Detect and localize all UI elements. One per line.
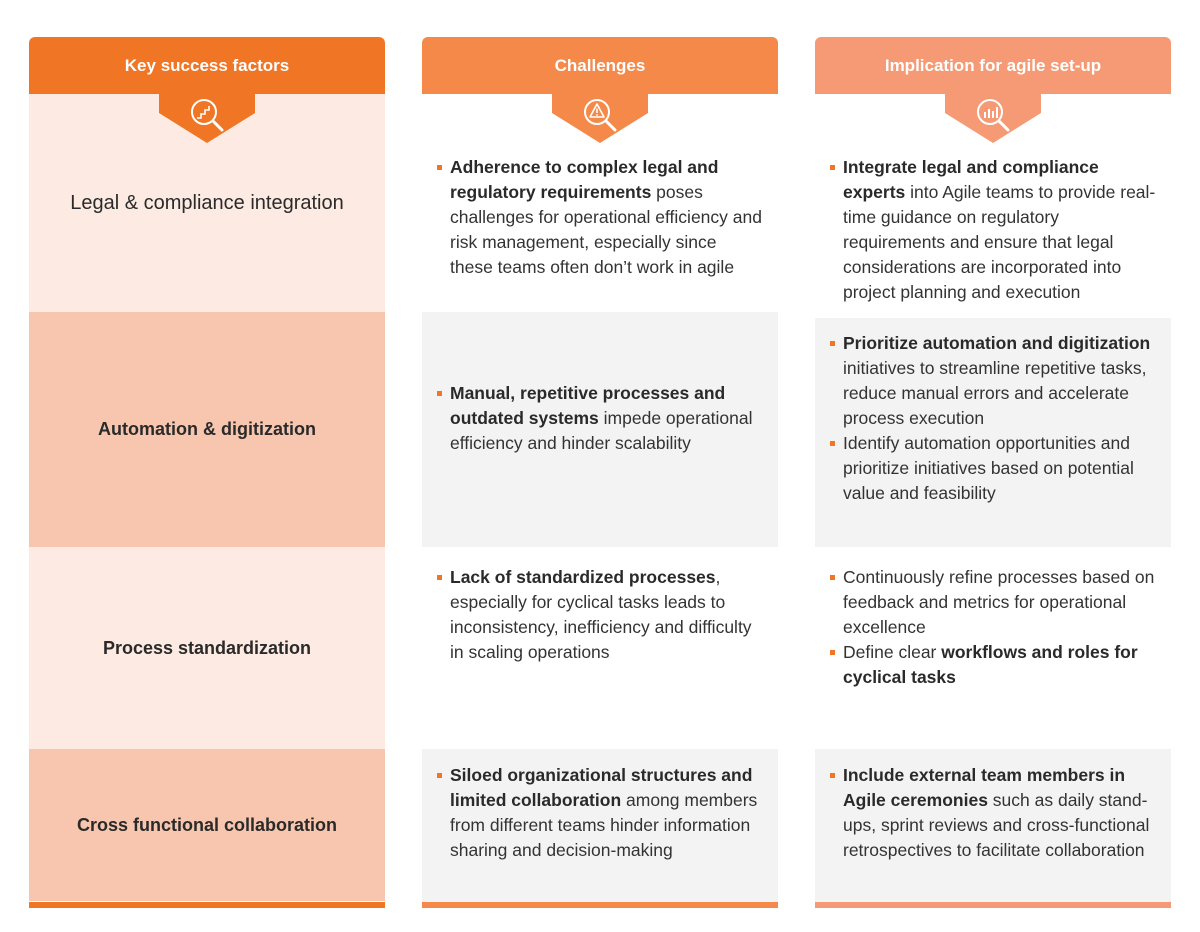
factor-process — [29, 547, 385, 749]
list-item: Define clear workflows and roles for cyclical tasks — [829, 640, 1157, 690]
list-item: Prioritize automation and digitization initiatives to streamline repetitive tasks, reduce manual errors and accelerate process execution — [829, 331, 1157, 431]
magnifier-stairs-icon — [186, 95, 228, 137]
challenge-cell — [422, 749, 778, 902]
magnifier-warning-icon — [579, 95, 621, 137]
list-item: Adherence to complex legal and regulatory requirements poses challenges for operational efficiency and risk management, especially since these teams often don’t work in agile — [436, 155, 764, 280]
header-tab — [159, 93, 255, 143]
list-item: Manual, repetitive processes and outdated systems impede operational efficiency and hinder scalability — [436, 381, 764, 456]
implication-cell — [815, 155, 1171, 305]
header-tab — [945, 93, 1041, 143]
column-header: Challenges — [422, 37, 778, 94]
implication-cell — [815, 565, 1171, 690]
factor-collaboration — [29, 749, 385, 901]
header-tab — [552, 93, 648, 143]
implication-cell — [815, 318, 1171, 547]
bottom-bar — [815, 902, 1171, 908]
factor-automation — [29, 312, 385, 547]
bottom-bar — [29, 902, 385, 908]
column-implication — [815, 37, 1171, 94]
challenge-cell — [422, 312, 778, 547]
list-item: Continuously refine processes based on feedback and metrics for operational excellence — [829, 565, 1157, 640]
factor-label: Legal & compliance integration — [70, 191, 344, 214]
challenge-cell — [422, 155, 778, 280]
factor-label: Cross functional collaboration — [76, 814, 338, 835]
factor-label: Automation & digitization — [98, 419, 316, 439]
list-item: Lack of standardized processes, especially for cyclical tasks leads to inconsistency, inefficiency and difficulty in scaling operations — [436, 565, 764, 665]
list-item: Integrate legal and compliance experts into Agile teams to provide real-time guidance on regulatory requirements and ensure that legal considerations are incorporated into project planning and execution — [829, 155, 1157, 305]
column-header: Key success factors — [29, 37, 385, 94]
list-item: Include external team members in Agile ceremonies such as daily stand-ups, sprint reviews and cross-functional retrospectives to facilitate collaboration — [829, 763, 1157, 863]
implication-cell — [815, 749, 1171, 902]
list-item: Siloed organizational structures and limited collaboration among members from different teams hinder information sharing and decision-making — [436, 763, 764, 863]
bottom-bar — [422, 902, 778, 908]
column-challenges — [422, 37, 778, 94]
challenge-cell — [422, 565, 778, 665]
column-header: Implication for agile set-up — [815, 37, 1171, 94]
column-key-success-factors — [29, 37, 385, 94]
list-item: Identify automation opportunities and prioritize initiatives based on potential value and feasibility — [829, 431, 1157, 506]
magnifier-chart-icon — [972, 95, 1014, 137]
factor-label: Process standardization — [102, 637, 312, 658]
